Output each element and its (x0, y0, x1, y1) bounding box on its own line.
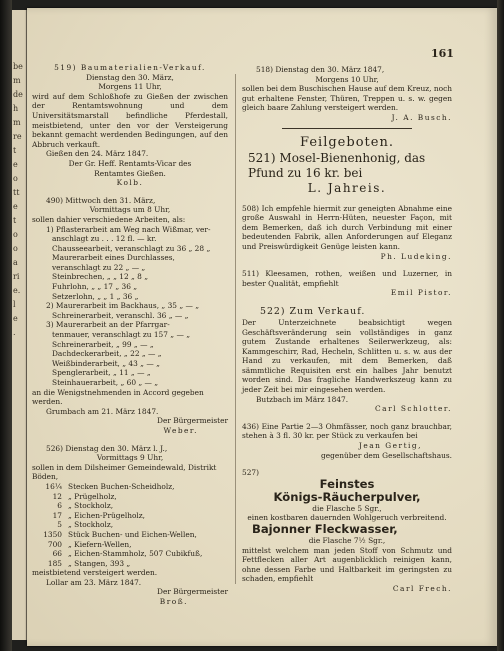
list-item (32, 520, 228, 530)
notice-date: Dienstag den 30. März, (86, 72, 174, 82)
previous-page-fragment: e (13, 202, 18, 211)
previous-page-fragment: re (13, 132, 22, 141)
previous-page-fragment: e (13, 160, 18, 169)
list-item: Dachdeckerarbeit, „ 22 „ — „ (52, 349, 162, 359)
previous-page-fragment: l (13, 300, 16, 309)
wood-list (32, 482, 228, 568)
notice-place: Gießen den 24. März 1847. (46, 149, 149, 159)
item-description: „ Kiefern-Wellen, (68, 539, 132, 549)
previous-page-fragment: t (13, 146, 17, 155)
ad-521-seller: L. Jahreis. (307, 180, 387, 195)
list-item: Schreinerarbeit, veranschl. 36 „ — „ (52, 310, 189, 320)
list-item: 3) Maurerarbeit an der Pfarrgar- (46, 320, 170, 330)
product-description: einen kostbaren dauernden Wohlgeruch verbreitend. (247, 513, 447, 523)
previous-page-fragment: e. (13, 286, 21, 295)
notice-signature: Ph. Ludeking. (380, 251, 452, 261)
quantity: 16¼ (45, 481, 62, 491)
left-column (32, 63, 228, 607)
notice-line: Böden, (32, 472, 59, 482)
item-description: „ Stockholz, (68, 520, 114, 530)
item-description: „ Eichen-Stammholz, 507 Cubikfuß, (68, 549, 203, 559)
notice-signature: J. A. Busch. (391, 112, 452, 122)
previous-page-fragment: a (13, 258, 18, 267)
product-price: die Flasche 7½ Sgr., (308, 536, 386, 545)
notice-time: Morgens 10 Uhr, (315, 74, 379, 84)
ad-521-title: 521) Mosel-Bienenhonig, das (248, 150, 426, 165)
list-item: 2) Maurerarbeit im Backhaus, „ 35 „ — „ (46, 301, 200, 311)
list-item (32, 492, 228, 502)
notice-490 (32, 196, 228, 436)
list-item (32, 482, 228, 492)
notice-522 (242, 306, 452, 414)
notice-place: Butzbach im März 1847. (256, 394, 349, 404)
ad-521-price: Pfund zu 16 kr. bei (248, 165, 363, 180)
previous-page-fragment: e (13, 314, 18, 323)
item-description: „ Stockholz, (68, 501, 114, 511)
list-item: Weißbinderarbeit, „ 43 „ — „ (52, 358, 160, 368)
notice-body: 511) Kleesamen, rothen, weißen und Luzerner, in bester Qualität, empfiehlt (242, 269, 452, 288)
quantity: 700 (47, 539, 62, 549)
notice-body: wird auf dem Schloßhofe zu Gießen der zwischen der Rentamtswohnung und dem Universitätsmarstall befindliche Pferdestall, meistbietend, unter den vor der Versteigerung bekannt gemacht werdenden Bedingungen, auf den Abbruch verkauft. (32, 91, 228, 149)
product-title: Feinstes (319, 476, 375, 491)
book-edge-shadow (497, 0, 504, 651)
product-title: Königs-Räucherpulver, (273, 489, 421, 504)
list-item: Steinhauerarbeit, „ 60 „ — „ (52, 378, 159, 387)
notice-508 (242, 204, 452, 262)
notice-time: Vormittags um 8 Uhr, (89, 205, 171, 215)
list-item: Spenglerarbeit, „ 11 „ — „ (52, 368, 151, 378)
notice-518 (242, 65, 452, 123)
notice-signature: Emil Pistor. (390, 288, 452, 298)
list-item: Chausseearbeit, veranschlagt zu 36 „ 28 „ (52, 243, 211, 253)
previous-page-fragment: o (13, 230, 18, 239)
notice-signature: Der Bürgermeister (157, 587, 228, 597)
notice-body: 508) Ich empfehle hiermit zur geneigten Abnahme eine große Auswahl in Herrn-Hüten, neuester Façon, mit dem Bemerken, daß ich durch Verbindung mit einer bedeutenden Fabrik, allen Anforderungen auf Eleganz und Preiswürdigkeit Genüge leisten kann. (242, 203, 452, 251)
quantity: 17 (52, 510, 62, 520)
notice-signature: Der Gr. Heff. Rentamts-Vicar des (68, 158, 192, 168)
list-item: 1) Pflasterarbeit am Weg nach Wißmar, ver- (46, 224, 211, 234)
notice-place: Grumbach am 21. März 1847. (46, 406, 159, 416)
notice-line: sollen in dem Dilsheimer Gemeindewald, Distrikt (32, 462, 217, 472)
list-item: veranschlagt zu 22 „ — „ (52, 262, 146, 272)
notice-intro: sollen dahier verschiedene Arbeiten, als: (32, 214, 186, 224)
item-description: Stück Buchen- und Eichen-Wellen, (68, 529, 197, 539)
notice-signature: Carl Frech. (392, 583, 452, 593)
notice-head: 522) Zum Verkauf. (260, 305, 366, 317)
notice-signature: Jean Gertig, (358, 441, 422, 451)
list-item: Steinbrechen, „ „ 12 „ 8 „ (52, 272, 149, 282)
list-item: Schreinerarbeit, „ 99 „ — „ (52, 339, 154, 349)
notice-place: Lollar am 23. März 1847. (46, 577, 142, 587)
notice-signature: Carl Schlotter. (375, 404, 452, 414)
notice-signature: gegenüber dem Gesellschaftshaus. (320, 450, 452, 460)
notice-519 (32, 63, 228, 188)
notice-body: 436) Eine Partie 2—3 Ohmfässer, noch ganz brauchbar, stehen à 3 fl. 30 kr. per Stück zu verkaufen bei (242, 421, 452, 441)
notice-signature: Broß. (159, 597, 188, 607)
notice-signature: Der Bürgermeister (157, 416, 228, 426)
list-item (32, 511, 228, 521)
section-title: Feilgeboten. (300, 134, 394, 150)
quantity: 5 (57, 520, 62, 530)
previous-page-fragment: ri (13, 272, 20, 281)
notice-body: sollen bei dem Buschischen Hause auf dem Kreuz, noch gut erhaltene Fenster, Thüren, Treppen u. s. w. gegen gleich baare Zahlung versteigert werden. (242, 84, 452, 113)
previous-page-edge (12, 10, 27, 640)
previous-page-fragment: h (13, 104, 19, 113)
list-item (32, 549, 228, 559)
item-description: Stecken Buchen-Scheidholz, (68, 481, 175, 491)
notice-head: 490) Mittwoch den 31. März, (46, 195, 156, 205)
previous-page-fragment: m (13, 118, 21, 127)
column-divider (235, 74, 236, 584)
list-item: Maurerarbeit eines Durchlasses, (52, 253, 175, 263)
previous-page-fragment: tt (13, 188, 20, 197)
previous-page-fragment: t (13, 216, 17, 225)
list-item (32, 530, 228, 540)
notice-body: mittelst welchem man jeden Stoff von Schmutz und Fettflecken aller Art augenblicklich reinigen kann, ohne dessen Farbe und Haltbarkeit im geringsten zu schaden, empfiehlt (242, 545, 452, 584)
notice-head: 526) Dienstag den 30. März l. J., (46, 443, 168, 453)
previous-page-fragment: de (13, 90, 23, 99)
list-item: anschlagt zu . . . 12 fl. — kr. (52, 234, 157, 244)
list-item (32, 559, 228, 569)
notice-signature: Kolb. (116, 178, 144, 188)
quantity: 1350 (43, 529, 62, 539)
previous-page-fragment: o (13, 174, 18, 183)
newspaper-page (27, 8, 497, 646)
notice-head: 518) Dienstag den 30. März 1847, (256, 65, 385, 74)
previous-page-fragment: be (13, 62, 23, 71)
feilgeboten-section (242, 135, 452, 196)
notice-526 (32, 444, 228, 607)
previous-page-fragment: o (13, 244, 18, 253)
quantity: 12 (52, 491, 62, 501)
list-item: tenmauer, veranschlagt zu 157 „ — „ (52, 330, 191, 340)
list-item: Fuhrlohn, „ „ 17 „ 36 „ (52, 282, 138, 292)
notice-outro: meistbietend versteigert werden. (32, 568, 158, 578)
product-price: die Flasche 5 Sgr., (312, 503, 382, 513)
notice-outro: an die Wenigstnehmenden in Accord gegeben werden. (32, 387, 204, 407)
item-description: „ Stangen, 393 „ (68, 558, 131, 568)
notice-head: 519) Baumaterialien-Verkauf. (54, 63, 206, 72)
notice-511 (242, 269, 452, 298)
item-description: „ Prügelholz, (68, 491, 117, 501)
notice-time: Morgens 11 Uhr, (98, 82, 162, 92)
product-title: Bajonner Fleckwasser, (252, 522, 398, 536)
notice-signature: Rentamtes Gießen. (94, 168, 166, 178)
right-column (242, 65, 452, 594)
list-item (32, 501, 228, 511)
notice-436 (242, 422, 452, 460)
page-number: 161 (431, 47, 454, 60)
notice-527 (242, 468, 452, 593)
quantity: 6 (57, 501, 62, 511)
book-spine (0, 0, 12, 651)
quantity: 66 (52, 549, 62, 559)
section-rule (282, 128, 412, 129)
previous-page-fragment: . (13, 328, 16, 337)
previous-page-fragment: m (13, 76, 21, 85)
notice-time: Vormittags 9 Uhr, (96, 453, 164, 463)
notice-body: Der Unterzeichnete beabsichtigt wegen Geschäftsveränderung sein vollständiges in ganz gutem Zustande erhaltenes Seilerwerkzeug, als: Kammgeschirr, Rad, Hecheln, Schlitten u. s. w. aus der Hand zu verkaufen, mit dem Bemerken, daß sämmtliche Requisiten erst ein halbes Jahr benutzt worden sind. Das fragliche Handwerkszeug kann zu jeder Zeit bei mir eingesehen werden. (242, 317, 452, 395)
notice-number: 527) (242, 468, 259, 478)
quantity: 185 (47, 558, 62, 568)
list-item: Setzerlohn, „ „ 1 „ 36 „ (52, 291, 139, 301)
list-item (32, 540, 228, 550)
item-description: „ Eichen-Prügelholz, (68, 510, 146, 520)
notice-signature: Weber. (163, 425, 198, 435)
